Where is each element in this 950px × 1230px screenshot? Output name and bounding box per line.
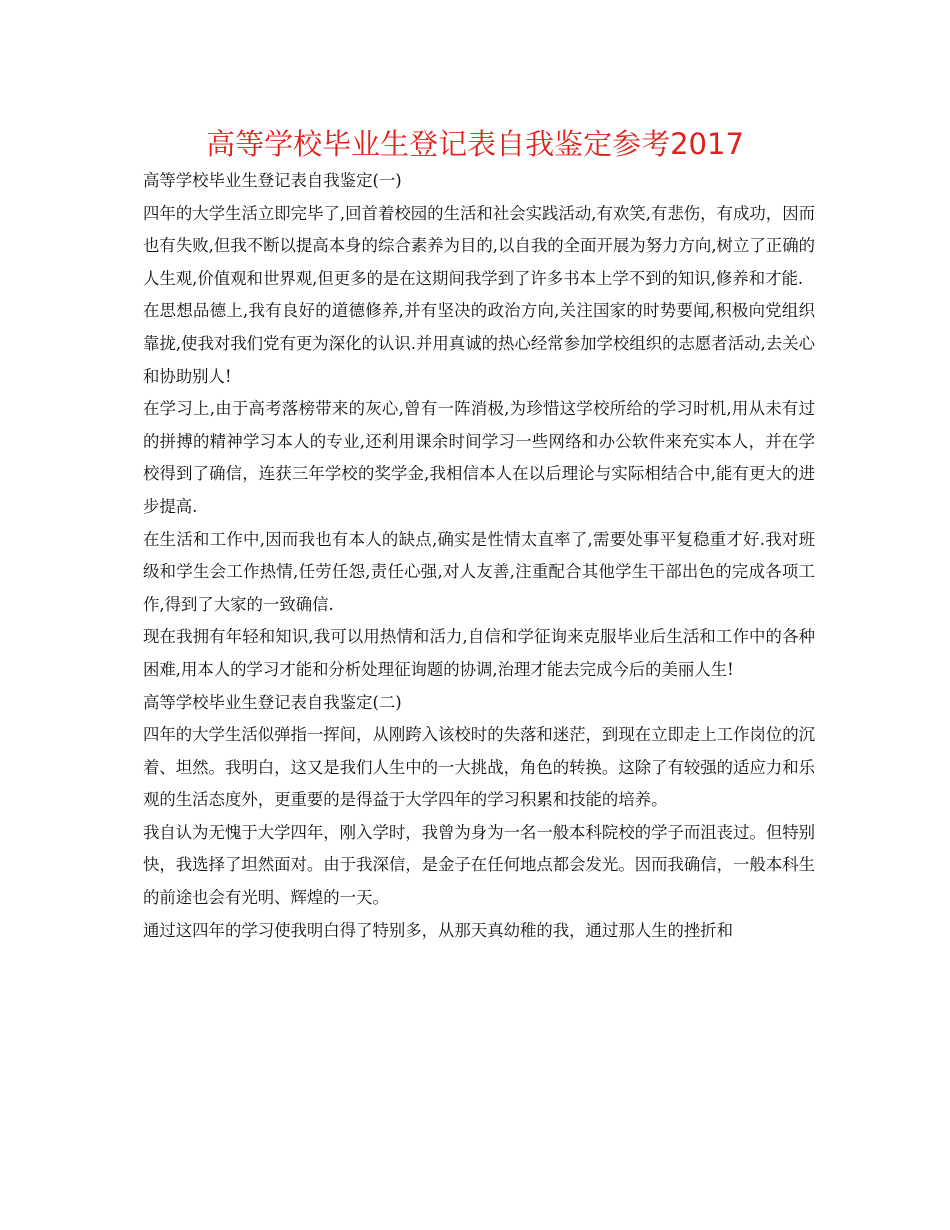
paragraph-2-1: 四年的大学生活似弹指一挥间，从刚跨入该校时的失落和迷茫，到现在立即走上工作岗位的沉着、坦然。我明白，这又是我们人生中的一大挑战，角色的转换。这除了有较强的适应力和乐观的生活态度外，更重要的是得益于大学四年的学习积累和技能的培养。 bbox=[143, 725, 816, 810]
paragraph-1-1: 四年的大学生活立即完毕了,回首着校园的生活和社会实践活动,有欢笑,有悲伤，有成功，因而也有失败,但我不断以提高本身的综合素养为目的,以自我的全面开展为努力方向,树立了正确的人生观,价值观和世界观,但更多的是在这期间我学到了许多书本上学不到的知识,修养和才能. bbox=[143, 203, 815, 288]
paragraph-2-3: 通过这四年的学习使我明白得了特别多，从那天真幼稚的我，通过那人生的挫折和 bbox=[143, 920, 734, 940]
section-heading-1: 高等学校毕业生登记表自我鉴定(一) bbox=[143, 171, 402, 190]
document-title: 高等学校毕业生登记表自我鉴定参考2017 bbox=[206, 127, 744, 161]
paragraph-1-2: 在思想品德上,我有良好的道德修养,并有坚决的政治方向,关注国家的时势要闻,积极向党组织靠拢,使我对我们党有更为深化的认识.并用真诚的热心经常参加学校组织的志愿者活动,去关心和协助别人! bbox=[143, 301, 815, 386]
paragraph-1-3: 在学习上,由于高考落榜带来的灰心,曾有一阵消极,为珍惜这学校所给的学习时机,用从未有过的拼搏的精神学习本人的专业,还利用课余时间学习一些网络和办公软件来充实本人，并在学校得到了确信，连获三年学校的奖学金,我相信本人在以后理论与实际相结合中,能有更大的进步提高. bbox=[143, 399, 815, 516]
document-body bbox=[143, 165, 815, 947]
section-heading-2: 高等学校毕业生登记表自我鉴定(二) bbox=[143, 692, 402, 712]
paragraph-2-2: 我自认为无愧于大学四年，刚入学时，我曾为身为一名一般本科院校的学子而沮丧过。但特别快，我选择了坦然面对。由于我深信，是金子在任何地点都会发光。因而我确信，一般本科生的前途也会有光明、辉煌的一天。 bbox=[143, 822, 816, 908]
paragraph-1-4: 在生活和工作中,因而我也有本人的缺点,确实是性情太直率了,需要处事平复稳重才好.我对班级和学生会工作热情,任劳任怨,责任心强,对人友善,注重配合其他学生干部出色的完成各项工作,得到了大家的一致确信. bbox=[143, 529, 815, 614]
paragraph-1-5: 现在我拥有年轻和知识,我可以用热情和活力,自信和学征询来克服毕业后生活和工作中的各种困难,用本人的学习才能和分析处理征询题的协调,治理才能去完成今后的美丽人生! bbox=[143, 627, 815, 679]
